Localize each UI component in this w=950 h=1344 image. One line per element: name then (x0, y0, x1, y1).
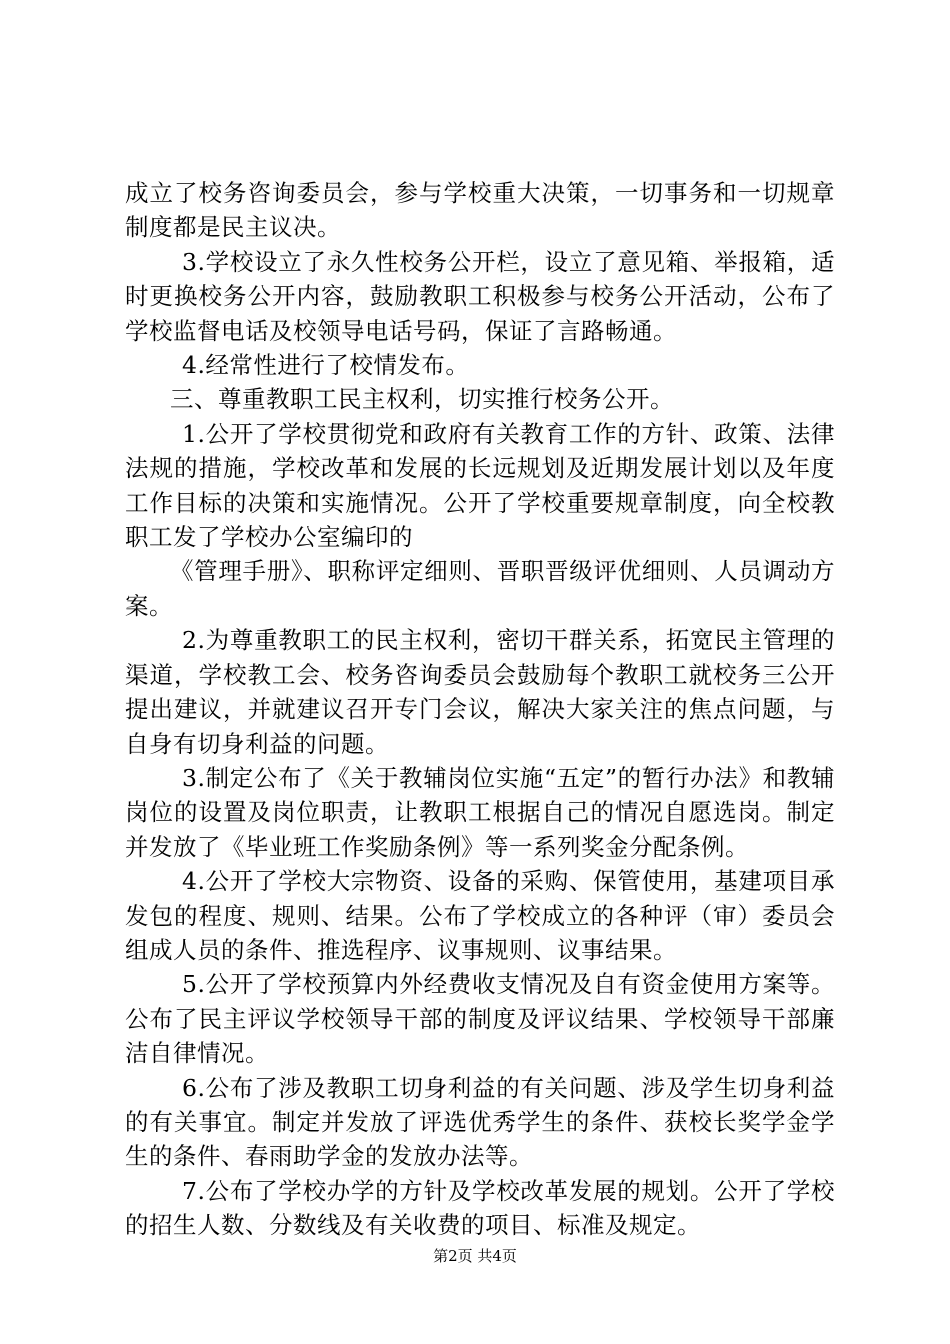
paragraph-5: 《管理手册》、职称评定细则、晋职晋级评优细则、人员调动方案。 (125, 557, 835, 620)
paragraph-3: 4.经常性进行了校情发布。 (182, 351, 470, 380)
page-footer (0, 1246, 950, 1266)
paragraph-10: 6.公布了涉及教职工切身利益的有关问题、涉及学生切身利益的有关事宜。制定并发放了评选优秀学生的条件、获校长奖学金学生的条件、春雨助学金的发放办法等。 (125, 1073, 835, 1171)
paragraph-11: 7.公布了学校办学的方针及学校改革发展的规划。公开了学校的招生人数、分数线及有关收费的项目、标准及规定。 (125, 1176, 835, 1240)
paragraph-4: 1.公开了学校贯彻党和政府有关教育工作的方针、政策、法律法规的措施，学校改革和发展的长远规划及近期发展计划以及年度工作目标的决策和实施情况。公开了学校重要规章制度，向全校教职工发了学校办公室编印的 (125, 419, 835, 552)
paragraph-7: 3.制定公布了《关于教辅岗位实施“五定”的暂行办法》和教辅岗位的设置及岗位职责，让教职工根据自己的情况自愿选岗。制定并发放了《毕业班工作奖励条例》等一系列奖金分配条例。 (125, 763, 835, 861)
paragraph-6: 2.为尊重教职工的民主权利，密切干群关系，拓宽民主管理的渠道，学校教工会、校务咨询委员会鼓励每个教职工就校务三公开提出建议，并就建议召开专门会议，解决大家关注的焦点问题，与自身有切身利益的问题。 (125, 626, 835, 758)
section-heading-3: 三、尊重教职工民主权利，切实推行校务公开。 (170, 385, 674, 414)
page-number: 第2页 共4页 (433, 1247, 517, 1265)
paragraph-2: 3.学校设立了永久性校务公开栏，设立了意见箱、举报箱，适时更换校务公开内容，鼓励教职工积极参与校务公开活动，公布了学校监督电话及校领导电话号码，保证了言路畅通。 (125, 247, 835, 345)
paragraph-8: 4.公开了学校大宗物资、设备的采购、保管使用，基建项目承发包的程度、规则、结果。公布了学校成立的各种评（审）委员会组成人员的条件、推选程序、议事规则、议事结果。 (125, 867, 835, 964)
document-body (125, 176, 835, 1243)
paragraph-9: 5.公开了学校预算内外经费收支情况及自有资金使用方案等。公布了民主评议学校领导干部的制度及评议结果、学校领导干部廉洁自律情况。 (125, 970, 835, 1068)
paragraph-1: 成立了校务咨询委员会，参与学校重大决策，一切事务和一切规章制度都是民主议决。 (125, 179, 835, 242)
